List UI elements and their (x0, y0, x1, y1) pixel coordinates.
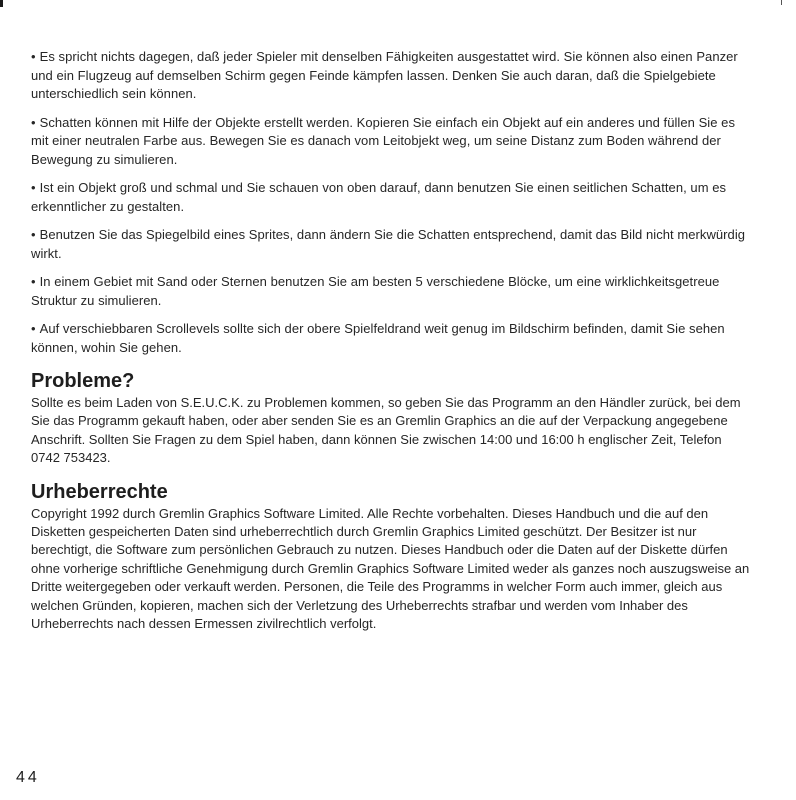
bullet-icon: • (31, 49, 36, 64)
tip-bullet (31, 114, 753, 170)
tip-bullet (31, 179, 753, 216)
bullet-icon: • (31, 180, 36, 195)
tip-text: Schatten können mit Hilfe der Objekte erstellt werden. Kopieren Sie einfach ein Objekt auf ein anderes und füllen Sie es mit einer neutralen Farbe aus. Bewegen Sie es danach vom Leitobjekt weg, um seine Distanz zum Boden während der Bewegung zu simulieren. (31, 114, 736, 167)
bullet-icon: • (31, 114, 36, 130)
crop-mark-left (0, 0, 3, 7)
tip-text: Es spricht nichts dagegen, daß jeder Spieler mit denselben Fähigkeiten ausgestattet wird. Sie können also einen Panzer und ein Flugzeug auf demselben Schirm gegen Feinde kämpfen lassen. Denken Sie auch daran, daß die Spielgebiete unterschiedlich sein können. (31, 49, 738, 101)
bullet-icon: • (31, 227, 36, 242)
tip-bullet (31, 320, 753, 357)
tip-bullet (31, 48, 753, 104)
section-body-copyright: Copyright 1992 durch Gremlin Graphics Software Limited. Alle Rechte vorbehalten. Dieses Handbuch und die auf den Disketten gespeicherten Daten sind urheberrechtlich durch Gremlin Graphics Limited geschützt. Der Besitzer ist nur berechtigt, die Software zum persönlichen Gebrauch zu nutzen. Dieses Handbuch oder die Daten auf der Diskette dürfen ohne vorherige schriftliche Genehmigung durch Gremlin Graphics Software Limited weder als ganzes noch auszugsweise an Dritte weitergegeben oder verkauft werden. Personen, die Teile des Programms in welcher Form auch immer, gleich aus welchen Gründen, kopieren, machen sich der Verletzung des Urheberrechts strafbar und werden vom Inhaber des Urheberrechts nach dessen Ermessen zivilrechtlich verfolgt. (31, 505, 750, 632)
bullet-icon: • (31, 274, 36, 289)
section-heading-copyright: Urheberrechte (31, 480, 168, 503)
tip-bullet (31, 226, 753, 263)
tip-bullet (31, 273, 753, 310)
tip-text: Auf verschiebbaren Scrollevels sollte sich der obere Spielfeldrand weit genug im Bildschirm befinden, damit Sie sehen können, wohin Sie gehen. (31, 321, 725, 355)
page-content (31, 48, 753, 633)
page-number: 44 (16, 769, 40, 786)
section-body-problems: Sollte es beim Laden von S.E.U.C.K. zu Problemen kommen, so geben Sie das Programm an den Händler zurück, bei dem Sie das Programm gekauft haben, oder aber senden Sie es an Gremlin Graphics an die auf der Verpackung angegebene Anschrift. Sollten Sie Fragen zu dem Spiel haben, dann können Sie zwischen 14:00 und 16:00 h englischer Zeit, Telefon 0742 753423. (31, 395, 741, 466)
section-heading-problems: Probleme? (31, 370, 135, 392)
tip-text: Ist ein Objekt groß und schmal und Sie schauen von oben darauf, dann benutzen Sie einen seitlichen Schatten, um es erkenntlicher zu gestalten. (31, 180, 727, 214)
bullet-icon: • (31, 321, 36, 336)
crop-mark-right (781, 0, 782, 5)
tip-text: In einem Gebiet mit Sand oder Sternen benutzen Sie am besten 5 verschiedene Blöcke, um eine wirklichkeitsgetreue Struktur zu simulieren. (31, 274, 720, 308)
tip-text: Benutzen Sie das Spiegelbild eines Sprites, dann ändern Sie die Schatten entsprechend, damit das Bild nicht merkwürdig wirkt. (31, 227, 746, 261)
